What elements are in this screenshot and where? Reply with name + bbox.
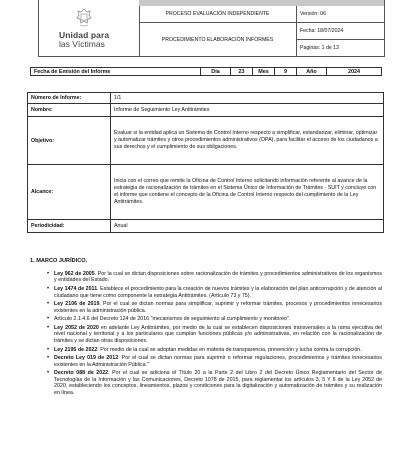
process-title [139,6,297,23]
scope-label: Alcance: [28,165,111,220]
table-row [28,220,384,233]
objective-label: Objetivo: [28,117,111,165]
law-description: . Por la cual se dictan disposiciones sobre racionalización de trámites y procedimientos administrativos de los organismos y entidades del Estado. [54,271,382,284]
law-name: Decreto Ley 019 de 2012 [54,355,119,362]
law-name: Decreto 088 de 2022 [54,370,109,377]
list-item [54,316,382,322]
list-item [54,325,382,344]
month-value: 9 [275,68,297,75]
logo-text-line2: las Víctimas [59,39,105,49]
entity-logo-block [39,0,140,56]
law-description: Artículo 2.1.4.6 del Decreto 124 de 2016 "mecanismos de seguimiento al cumplimiento y monitoreo". [54,316,291,323]
report-number-label: Número de Informe: [28,93,111,104]
emission-label: Fecha de Emisión del Informe [31,68,201,75]
day-value: 23 [231,68,253,75]
list-item [54,347,382,353]
day-label: Día [201,68,231,75]
report-info-table [27,92,384,233]
date-cell [297,23,384,40]
list-item [54,370,382,396]
report-number-value: 1/1 [111,93,384,104]
law-description: . Establece el procedimiento para la creación de nuevos trámites y la elaboración del plan anticorrupción y de atención al ciudadano que tiene como componente la estrategia Antitrámites. (Artículo 73 y 75). [54,286,382,299]
year-label: Año [297,68,327,75]
document-header [38,0,385,57]
table-row [28,117,384,165]
version-text: Versión: 06 [300,11,326,17]
law-description: : Por medio de la cual se adoptan medidas en materia de transparencia, prevención y lucha contra la corrupción. [97,346,362,353]
periodicity-value: Anual [111,220,384,233]
periodicity-label: Periodicidad: [28,220,111,233]
emission-date-row [30,67,382,76]
section-title: 1. MARCO JURÍDICO. [30,258,88,264]
coat-of-arms-icon [75,8,93,28]
pages-cell [297,40,384,56]
law-name: Ley 2195 de 2022 [54,346,98,353]
procedure-title-text: PROCEDIMIENTO ELABORACIÓN INFORMES [161,36,274,43]
pages-text: Paginas: 1 de 13 [300,45,339,51]
law-name: Ley 1474 de 2011 [54,286,98,293]
year-value: 2024 [348,68,360,75]
date-text: Fecha: 18/07/2024 [300,28,344,34]
list-item [54,355,382,368]
objective-value: Evaluar si la entidad aplica un Sistema de Control Interno respecto a simplificar, estandarizar, eliminar, optimizar y automatizar trámites y otros procedimientos administrativos (OPA), para facilitar el acceso de los ciudadanos a sus derechos y el cumplimiento de sus obligaciones. [111,117,384,165]
law-description: . Por el cual se dictan normas para simplificar, suprimir y reformar trámites, procesos y procedimientos innecesarios existentes en la administración pública. [54,301,382,314]
name-value: Informe de Seguimiento Ley Antitrámites [111,104,384,117]
list-item [54,301,382,314]
table-row [28,93,384,104]
law-name: Ley 2052 de 2020 [54,325,99,332]
table-row [28,104,384,117]
process-title-text: PROCESO EVALUACIÓN INDEPENDIENTE [165,11,270,17]
procedure-title [139,23,297,56]
law-description: . Por el cual se dictan normas para suprimir o reformar regulaciones, procedimientos y trámites innecesarios existentes en la Administración Pública." [54,355,382,368]
table-row [28,165,384,220]
law-description: . Por el cual se adiciona el Título 20 a la Parte 2 del Libro 2 del Decreto Único Reglamentario del Sector de Tecnologías de la Información y las Comunicaciones, Decreto 1078 de 2015, para reglamentar los artículos 3, 5 Y 6 de la Ley 2052 de 2020, estableciendo los conceptos, lineamientos, plazos y condiciones para la digitalización y automatización de trámites y su realización en línea. [54,370,383,396]
law-name: Ley 2106 de 2019 [54,301,100,308]
month-label: Mes [253,68,275,75]
list-item [54,271,382,284]
name-label: Nombre: [28,104,111,117]
law-name: Ley 962 de 2005 [54,271,95,277]
scope-value: Inicia con el correo que remite la Oficina de Control Interno solicitando información referente al avance de la estrategia de racionalización de trámites en el Sistema Único de Información de Trámites - SUIT y concluye con el informe que contiene el concepto de la Oficina de Control Interno respecto del cumplimiento de la Ley Antitrámites. [111,165,384,220]
legal-framework-list [54,271,382,398]
law-description: en adelante Ley Antitrámites, por medio de la cual se establecen disposiciones transversales a la rama ejecutiva del nivel nacional y territorial y a los particulares que cumplan funciones públicas y/o administrativas, en relación con la racionalización de trámites y se dictan otras disposiciones. [54,325,383,344]
logo-text-line1: Unidad para [59,30,110,40]
version-cell [297,6,384,23]
list-item [54,286,382,299]
